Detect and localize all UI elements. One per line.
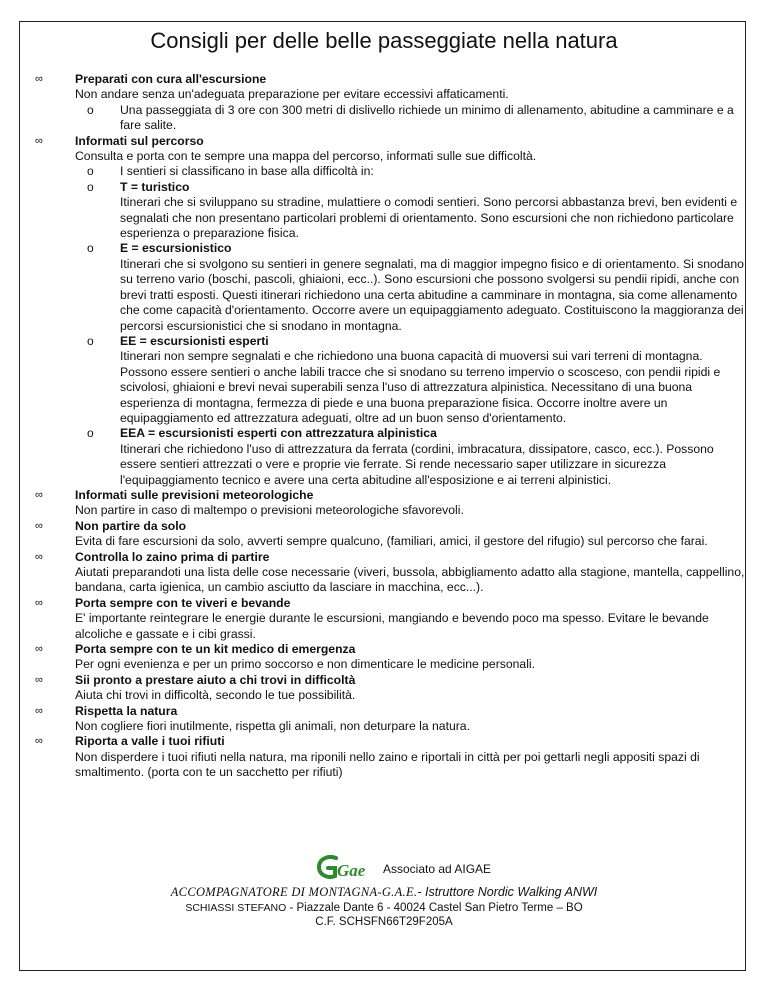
tip-heading: Porta sempre con te viveri e bevande <box>75 595 291 610</box>
role-title: ACCOMPAGNATORE DI MONTAGNA-G.A.E. <box>170 885 418 899</box>
tip-item <box>35 488 745 519</box>
subitem-text: Itinerari non sempre segnalati e che richiedono una buona capacità di muoversi sui vari terreni di montagna. Possono essere sentieri o anche labili tracce che si snodano su terreno impervio o scosceso, con pendii ripidi e scivolosi, ghiaioni e brevi nevai superabili senza l'uso di attrezzatura alpinistica. Necessitano di una buona esperienza di montagna, fermezza di piede e una buona preparazione fisica. Occorre inoltre avere un equipaggiamento ed attrezzatura adeguati, oltre ad un buon senso d'orientamento. <box>120 349 721 425</box>
subitem-text: Itinerari che richiedono l'uso di attrezzatura da ferrata (cordini, imbracatura, dissipatore, casco, ecc.). Possono essere sentieri attrezzati o vere e proprie vie ferrate. Si rende necessario saper utilizzare in sicurezza l'equipaggiamento tecnico e avere una certa abitudine all'esposizione e ai terreni alpinistici. <box>120 441 714 487</box>
role-line <box>0 884 768 901</box>
subitem-heading: E = escursionistico <box>120 241 232 256</box>
logo-row <box>0 854 768 880</box>
infinity-bullet-icon: ∞ <box>35 596 43 609</box>
infinity-bullet-icon: ∞ <box>35 519 43 532</box>
infinity-bullet-icon: ∞ <box>35 550 43 563</box>
circle-bullet-icon: o <box>87 241 94 256</box>
tip-subitem <box>35 334 745 426</box>
tip-heading: Informati sulle previsioni meteorologiche <box>75 487 314 502</box>
tip-item <box>35 673 745 704</box>
address: - Piazzale Dante 6 - 40024 Castel San Pietro Terme – BO <box>286 902 583 914</box>
tip-item <box>35 519 745 550</box>
tip-subitem <box>35 103 745 134</box>
tax-code: C.F. SCHSFN66T29F205A <box>315 916 453 928</box>
associated-label: Associato ad AIGAE <box>383 862 492 876</box>
tip-heading: Riporta a valle i tuoi rifiuti <box>75 734 225 749</box>
infinity-bullet-icon: ∞ <box>35 134 43 147</box>
footer <box>0 854 768 929</box>
circle-bullet-icon: o <box>87 164 94 179</box>
infinity-bullet-icon: ∞ <box>35 735 43 748</box>
tip-text: Aiuta chi trovi in difficoltà, secondo le tue possibilità. <box>75 688 356 703</box>
role-suffix: - Istruttore Nordic Walking ANWI <box>417 885 598 899</box>
tip-heading: Non partire da solo <box>75 518 187 533</box>
tip-text: E' importante reintegrare le energie durante le escursioni, mangiando e bevendo poco ma spesso. Evitare le bevande alcoliche e gassate e i cibi grassi. <box>75 611 709 641</box>
circle-bullet-icon: o <box>87 333 94 348</box>
owner-name: SCHIASSI STEFANO <box>185 902 287 914</box>
tip-text: Aiutati preparandoti una lista delle cose necessarie (viveri, bussola, abbigliamento adatto alla stagione, mantella, cappellino, bandana, carta igienica, un cambio asciutto da lasciare in macchina, ecc...). <box>75 565 745 595</box>
tip-text: Non andare senza un'adeguata preparazione per evitare eccessivi affaticamenti. <box>75 87 509 102</box>
tip-heading: Sii pronto a prestare aiuto a chi trovi in difficoltà <box>75 672 356 687</box>
subitem-heading: EE = escursionisti esperti <box>120 333 269 348</box>
tip-item <box>35 72 745 103</box>
tip-text: Per ogni evenienza e per un primo soccorso e non dimenticare le medicine personali. <box>75 657 535 672</box>
tip-item <box>35 734 745 780</box>
subitem-heading: T = turistico <box>120 179 190 194</box>
tip-subitem <box>35 241 745 333</box>
tip-text: Non cogliere fiori inutilmente, rispetta gli animali, non deturpare la natura. <box>75 719 470 734</box>
circle-bullet-icon: o <box>87 426 94 441</box>
logo-lettering: Gae <box>337 861 366 880</box>
infinity-bullet-icon: ∞ <box>35 704 43 717</box>
tip-text: Evita di fare escursioni da solo, avverti sempre qualcuno, (familiari, amici, il gestore del rifugio) sul percorso che farai. <box>75 534 708 549</box>
infinity-bullet-icon: ∞ <box>35 643 43 656</box>
infinity-bullet-icon: ∞ <box>35 73 43 85</box>
tip-item <box>35 596 745 642</box>
tip-text: Non disperdere i tuoi rifiuti nella natura, ma riponili nello zaino e riportali in città per poi gettarli negli appositi spazi di smaltimento. (porta con te un sacchetto per rifiuti) <box>75 749 700 780</box>
tip-heading: Porta sempre con te un kit medico di emergenza <box>75 642 356 657</box>
subitem-text: Itinerari che si svolgono su sentieri in genere segnalati, ma di maggior impegno fisico e di orientamento. Si snodano su terreno vario (boschi, pascoli, ghiaioni, ecc..). Sono escursioni che possono svolgersi su pendii ripidi, anche con brevi tratti esposti. Questi itinerari richiedono una certa abitudine a camminare in montagna, sia come allenamento che come capacità d'orientamento. Occorre avere un equipaggiamento adeguato. Costituiscono la maggioranza dei percorsi escursionistici che si snodano in montagna. <box>120 256 744 333</box>
tip-text: Consulta e porta con te sempre una mappa del percorso, informati sulle sue difficoltà. <box>75 149 537 164</box>
address-line <box>0 901 768 915</box>
subitem-heading: EEA = escursionisti esperti con attrezzatura alpinistica <box>120 426 437 441</box>
tip-text: Non partire in caso di maltempo o previsioni meteorologiche sfavorevoli. <box>75 503 464 518</box>
tips-list <box>35 72 745 781</box>
infinity-bullet-icon: ∞ <box>35 673 43 686</box>
subitem-text: Itinerari che si sviluppano su stradine, mulattiere o comodi sentieri. Sono percorsi abbastanza brevi, ben evidenti e segnalati che non presentano particolari problemi di orientamento. Sono escursioni che non richiedono particolare esperienza o preparazione fisica. <box>120 195 738 241</box>
subitem-text: Una passeggiata di 3 ore con 300 metri di dislivello richiede un minimo di allenamento, abitudine a camminare e a fare salite. <box>120 102 734 133</box>
tip-item <box>35 642 745 673</box>
tip-heading: Controlla lo zaino prima di partire <box>75 549 270 564</box>
tip-item <box>35 704 745 735</box>
tip-item <box>35 134 745 165</box>
circle-bullet-icon: o <box>87 179 94 194</box>
tip-item <box>35 550 745 596</box>
page-title: Consigli per delle belle passeggiate nella natura <box>150 28 618 53</box>
tip-subitem <box>35 426 745 488</box>
tip-heading: Rispetta la natura <box>75 703 178 718</box>
tip-heading: Informati sul percorso <box>75 133 204 148</box>
tip-subitem <box>35 164 745 179</box>
tip-heading: Preparati con cura all'escursione <box>75 72 267 86</box>
circle-bullet-icon: o <box>87 102 94 117</box>
infinity-bullet-icon: ∞ <box>35 488 43 501</box>
tip-subitem <box>35 180 745 242</box>
gae-logo-icon <box>316 854 378 880</box>
subitem-text: I sentieri si classificano in base alla difficoltà in: <box>120 164 374 179</box>
